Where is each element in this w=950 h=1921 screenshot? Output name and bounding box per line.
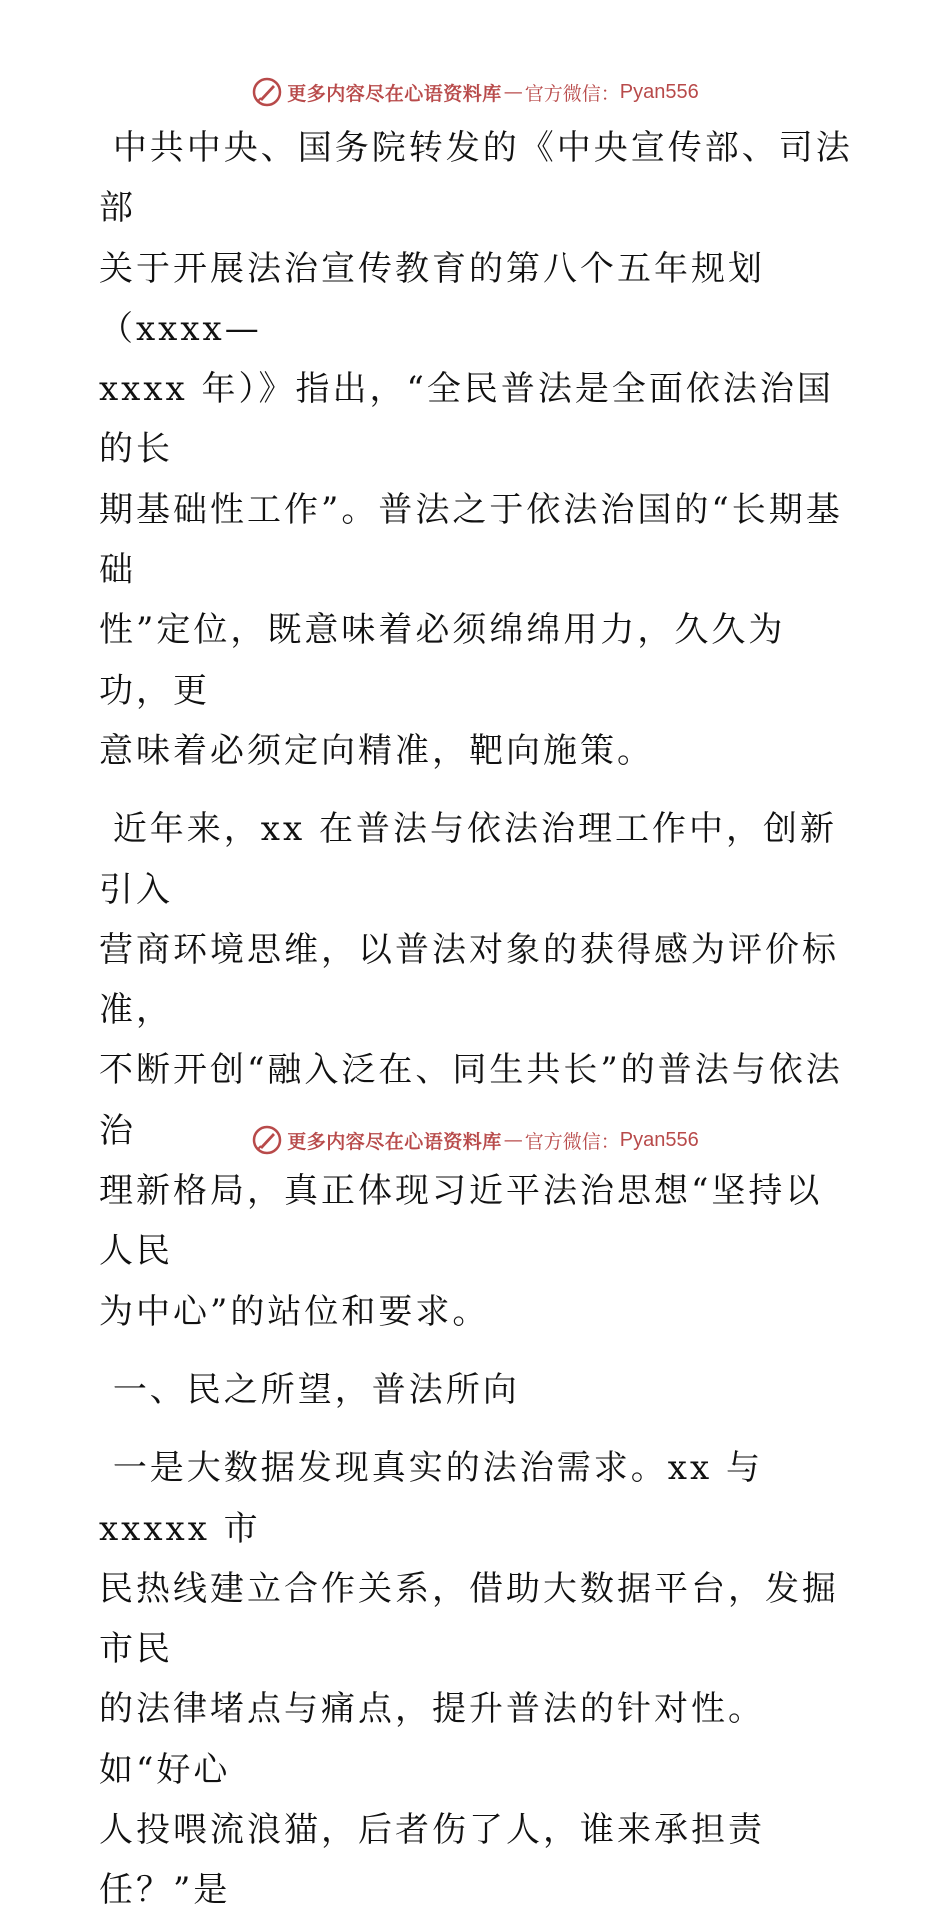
banner-secondary: 官方微信： (524, 82, 620, 105)
paragraph-intro: 中共中央、国务院转发的《中央宣传部、司法部 关于开展法治宣传教育的第八个五年规划（xxxx— xxxx 年）》指出，“全民普法是全面依法治国的长 期基础性工作”。普法之于依法治国的“长期基础 性”定位，既意味着必须绵绵用力，久久为功，更 意味着必须定向精准，靶向施策。 (99, 128, 853, 771)
banner-text: 更多内容尽在心语资料库 (287, 1130, 502, 1153)
section-heading: 一、民之所望，普法所向 (99, 1369, 520, 1410)
paragraph-big-data: 一是大数据发现真实的法治需求。xx 与 xxxxx 市 民热线建立合作关系，借助大数据平台，发掘市民 的法律堵点与痛点，提升普法的针对性。如“好心 人投喂流浪猫，后者伤了人，谁来承担责任？”是 (99, 1448, 839, 1911)
banner-wechat-id: Pyan556 (619, 1128, 699, 1151)
banner-separator: — (503, 81, 523, 103)
banner-secondary: 官方微信： (524, 1130, 620, 1153)
feather-pen-logo-icon (251, 76, 283, 108)
footer-watermark-banner (0, 1120, 950, 1160)
banner-text: 更多内容尽在心语资料库 (287, 82, 502, 105)
feather-pen-logo-icon (251, 1124, 283, 1156)
banner-separator: — (503, 1129, 523, 1151)
document-body (99, 118, 859, 1921)
paragraph-recent-years: 近年来，xx 在普法与依法治理工作中，创新引入 营商环境思维，以普法对象的获得感为评价标准， 不断开创“融入泛在、同生共长”的普法与依法治 理新格局，真正体现习近平法治思想“坚持以人民 为中心”的站位和要求。 (99, 809, 843, 1332)
header-watermark-banner (0, 72, 950, 112)
banner-wechat-id: Pyan556 (619, 80, 699, 103)
